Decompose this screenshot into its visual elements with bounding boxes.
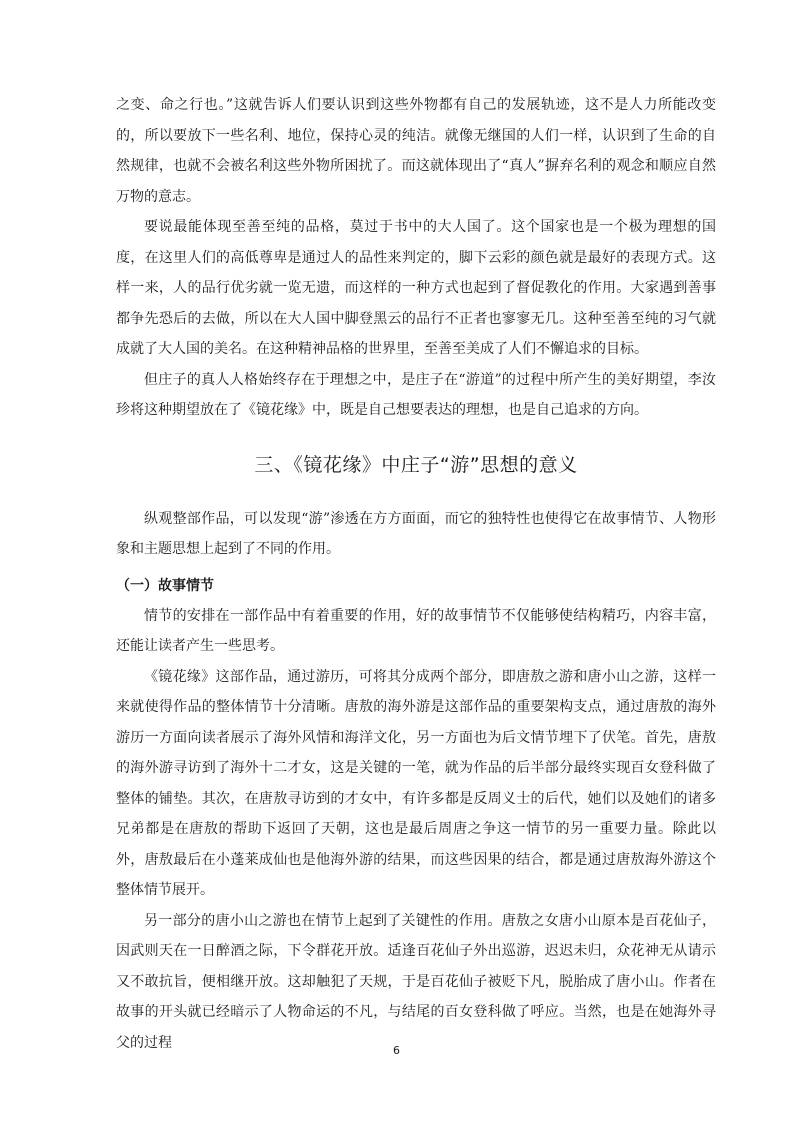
page-number: 6 (393, 1044, 400, 1057)
paragraph-section-intro: 纵观整部作品，可以发现“游”渗透在方方面面，而它的独特性也使得它在故事情节、人物形象和主题思想上起到了不同的作用。 (116, 510, 716, 557)
paragraph-great-people-country: 要说最能体现至善至纯的品格，莫过于书中的大人国了。这个国家也是一个极为理想的国度，在这里人们的高低尊卑是通过人的品性来判定的，脚下云彩的颜色就是最好的表现方式。这样一来，人的品行优劣就一览无遗，而这样的一种方式也起到了督促教化的作用。大家遇到善事都争先恐后的去做，所以在大人国中脚登黑云的品行不正者也寥寥无几。这种至善至纯的习气就成就了大人国的美名。在这种精神品格的世界里，至善至美成了人们不懈追求的目标。 (116, 219, 716, 357)
spacer (116, 426, 716, 436)
paragraph-tang-ao-journey: 《镜花缘》这部作品，通过游历，可将其分成两个部分，即唐敖之游和唐小山之游，这样一来就使得作品的整体情节十分清晰。唐敖的海外游是这部作品的重要架构支点，通过唐敖的海外游历一方面向读者展示了海外风情和海洋文化，另一方面也为后文情节埋下了伏笔。首先，唐敖的海外游寻访到了海外十二才女，这是关键的一笔，就为作品的后半部分最终实现百女登科做了整体的铺垫。其次，在唐敖寻访到的才女中，有许多都是反周义士的后代，她们以及她们的诸多兄弟都是在唐敖的帮助下返回了天朝，这也是最后周唐之争这一情节的另一重要力量。除此以外，唐敖最后在小蓬莱成仙也是他海外游的结果，而这些因果的结合，都是通过唐敖海外游这个整体情节展开。 (116, 668, 716, 898)
paragraph-zhuangzi-ideal: 但庄子的真人人格始终存在于理想之中，是庄子在“游道”的过程中所产生的美好期望，李汝珍将这种期望放在了《镜花缘》中，既是自己想要表达的理想，也是自己追求的方向。 (116, 371, 716, 418)
paragraph-continued: 之变、命之行也。”这就告诉人们要认识到这些外物都有自己的发展轨迹，这不是人力所能改变的，所以要放下一些名利、地位，保持心灵的纯洁。就像无继国的人们一样，认识到了生命的自然规律，也就不会被名利这些外物所困扰了。而这就体现出了“真人”摒弃名利的观念和顺应自然万物的意志。 (116, 97, 716, 205)
paragraph-plot-importance: 情节的安排在一部作品中有着重要的作用，好的故事情节不仅能够使结构精巧，内容丰富，还能让读者产生一些思考。 (116, 607, 716, 654)
spacer (116, 494, 716, 504)
page-content (116, 90, 716, 1058)
section-title: 三、《镜花缘》中庄子“游”思想的意义 (254, 453, 578, 476)
paragraph-tang-xiaoshan-journey: 另一部分的唐小山之游也在情节上起到了关键性的作用。唐敖之女唐小山原本是百花仙子，因武则天在一日醉酒之际，下令群花开放。适逢百花仙子外出巡游，迟迟未归，众花神无从请示又不敢抗旨，便相继开放。这却触犯了天规，于是百花仙子被贬下凡，脱胎成了唐小山。作者在故事的开头就已经暗示了人物命运的不凡，与结尾的百女登科做了呼应。当然，也是在她海外寻父的过程 (116, 912, 716, 1051)
subsection-title: （一）故事情节 (116, 577, 214, 594)
